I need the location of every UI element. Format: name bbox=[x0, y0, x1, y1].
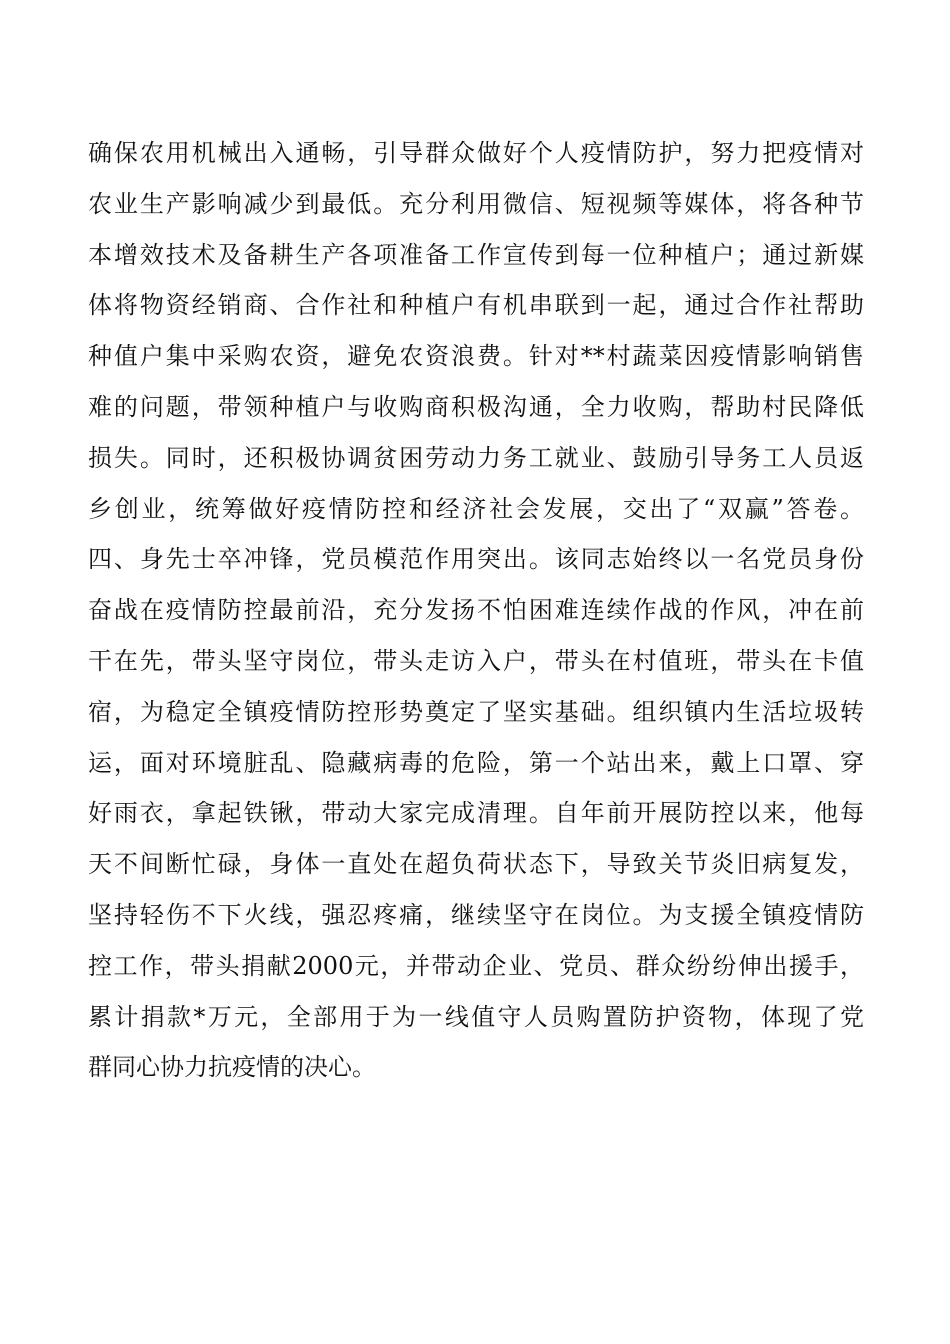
text-line-10: 奋战在疫情防控最前沿，充分发扬不怕困难连续作战的作风，冲在前 bbox=[88, 596, 864, 625]
text-line-15: 天不间断忙碌，身体一直处在超负荷状态下，导致关节炎旧病复发， bbox=[88, 850, 864, 879]
text-line-12: 宿，为稳定全镇疫情防控形势奠定了坚实基础。组织镇内生活垃圾转 bbox=[88, 697, 864, 726]
text-line-16: 坚持轻伤不下火线，强忍疼痛，继续坚守在岗位。为支援全镇疫情防 bbox=[88, 900, 864, 929]
text-line-18: 累计捐款*万元，全部用于为一线值守人员购置防护资物，体现了党 bbox=[88, 1002, 864, 1031]
text-line-6: 难的问题，带领种植户与收购商积极沟通，全力收购，帮助村民降低 bbox=[88, 392, 864, 421]
text-line-11: 干在先，带头坚守岗位，带头走访入户，带头在村值班，带头在卡值 bbox=[88, 646, 864, 675]
body-text bbox=[88, 128, 864, 1093]
text-line-19: 群同心协力抗疫情的决心。 bbox=[88, 1053, 376, 1082]
text-line-2: 农业生产影响减少到最低。充分利用微信、短视频等媒体，将各种节 bbox=[88, 189, 864, 218]
text-line-9: 四、身先士卒冲锋，党员模范作用突出。该同志始终以一名党员身份 bbox=[88, 545, 864, 574]
text-line-3: 本增效技术及备耕生产各项准备工作宣传到每一位种植户；通过新媒 bbox=[88, 240, 864, 269]
text-line-14: 好雨衣，拿起铁锹，带动大家完成清理。自年前开展防控以来，他每 bbox=[88, 799, 864, 828]
text-line-1: 确保农用机械出入通畅，引导群众做好个人疫情防护，努力把疫情对 bbox=[88, 139, 864, 167]
text-line-8: 乡创业，统筹做好疫情防控和经济社会发展，交出了“双赢”答卷。 bbox=[88, 494, 864, 523]
text-line-13: 运，面对环境脏乱、隐藏病毒的危险，第一个站出来，戴上口罩、穿 bbox=[88, 748, 864, 777]
text-line-17: 控工作，带头捐献2000元，并带动企业、党员、群众纷纷伸出援手， bbox=[88, 951, 864, 980]
text-line-7: 损失。同时，还积极协调贫困劳动力务工就业、鼓励引导务工人员返 bbox=[88, 443, 864, 472]
text-line-5: 种值户集中采购农资，避免农资浪费。针对**村蔬菜因疫情影响销售 bbox=[88, 342, 864, 371]
text-line-4: 体将物资经销商、合作社和种植户有机串联到一起，通过合作社帮助 bbox=[88, 291, 864, 320]
